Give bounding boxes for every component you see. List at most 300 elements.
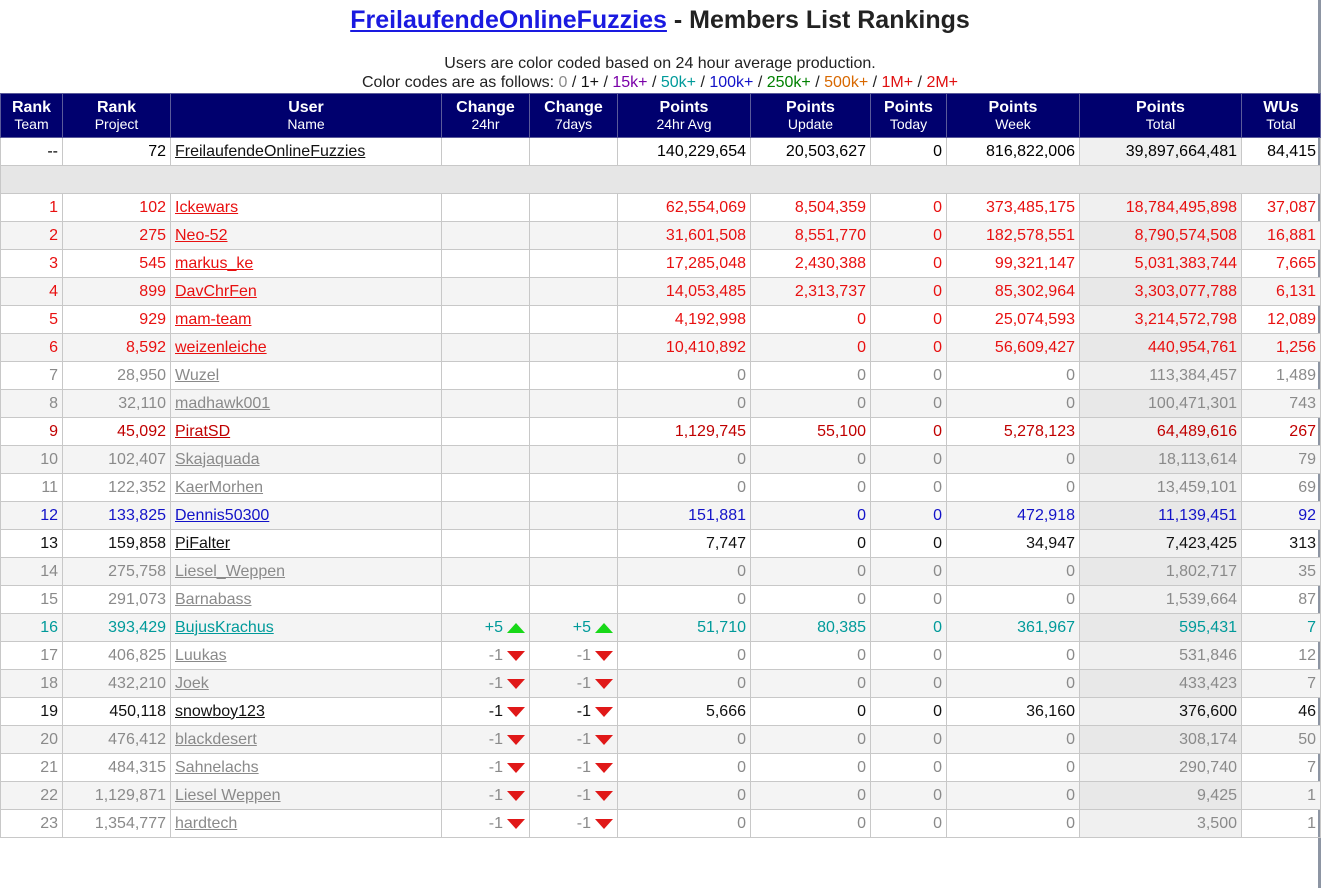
column-header[interactable] [871, 94, 947, 138]
legend-line-2 [0, 73, 1320, 92]
points-update-cell: 0 [751, 502, 871, 530]
legend-separator: / [913, 74, 927, 91]
points-total-cell: 13,459,101 [1080, 474, 1242, 502]
points-24hr-avg-cell: 51,710 [618, 614, 751, 642]
user-link[interactable]: Sahnelachs [175, 758, 259, 776]
legend-separator: / [753, 74, 767, 91]
team-project-rank: 72 [63, 138, 171, 166]
wus-total-cell: 7 [1242, 754, 1321, 782]
points-week-cell: 25,074,593 [947, 306, 1080, 334]
points-total-cell: 8,790,574,508 [1080, 222, 1242, 250]
points-week-cell: 0 [947, 390, 1080, 418]
change-7days-cell: -1 [530, 726, 618, 754]
table-row [1, 362, 1321, 390]
table-row [1, 670, 1321, 698]
team-week: 816,822,006 [947, 138, 1080, 166]
change-7days-cell [530, 586, 618, 614]
wus-total-cell: 92 [1242, 502, 1321, 530]
points-24hr-avg-cell: 0 [618, 362, 751, 390]
user-link[interactable]: hardtech [175, 814, 238, 832]
members-table [0, 93, 1321, 838]
user-link[interactable]: Wuzel [175, 366, 220, 384]
rank-team-cell: 5 [1, 306, 63, 334]
points-total-cell: 9,425 [1080, 782, 1242, 810]
table-row [1, 194, 1321, 222]
points-24hr-avg-cell: 0 [618, 642, 751, 670]
change-24hr-cell: -1 [442, 810, 530, 838]
points-total-cell: 64,489,616 [1080, 418, 1242, 446]
user-name-cell [171, 502, 442, 530]
rank-team-cell: 23 [1, 810, 63, 838]
user-name-cell [171, 698, 442, 726]
points-total-cell: 376,600 [1080, 698, 1242, 726]
legend-separator: / [696, 74, 710, 91]
change-7days-cell [530, 558, 618, 586]
team-update: 20,503,627 [751, 138, 871, 166]
change-7days-cell [530, 502, 618, 530]
user-link[interactable]: madhawk001 [175, 394, 271, 412]
arrow-up-icon [595, 623, 613, 633]
rank-project-cell: 275 [63, 222, 171, 250]
arrow-down-icon [595, 679, 613, 689]
rank-project-cell: 133,825 [63, 502, 171, 530]
column-header-subtitle: 7days [554, 115, 593, 132]
user-name-cell [171, 306, 442, 334]
rank-project-cell: 159,858 [63, 530, 171, 558]
points-today-cell: 0 [871, 558, 947, 586]
user-link[interactable]: KaerMorhen [175, 478, 264, 496]
change-24hr-cell: -1 [442, 698, 530, 726]
rank-team-cell: 10 [1, 446, 63, 474]
rank-team-cell: 20 [1, 726, 63, 754]
column-header-title: Points [988, 98, 1038, 116]
change-24hr-cell [442, 390, 530, 418]
team-wus: 84,415 [1242, 138, 1321, 166]
legend-code: 50k+ [660, 74, 696, 91]
points-total-cell: 7,423,425 [1080, 530, 1242, 558]
rank-team-cell: 2 [1, 222, 63, 250]
points-today-cell: 0 [871, 586, 947, 614]
points-24hr-avg-cell: 5,666 [618, 698, 751, 726]
arrow-down-icon [507, 791, 525, 801]
table-row [1, 586, 1321, 614]
points-week-cell: 5,278,123 [947, 418, 1080, 446]
change-24hr-cell: +5 [442, 614, 530, 642]
user-link[interactable]: Liesel Weppen [175, 786, 281, 804]
points-total-cell: 290,740 [1080, 754, 1242, 782]
table-row [1, 250, 1321, 278]
wus-total-cell: 267 [1242, 418, 1321, 446]
legend-separator: / [810, 74, 825, 91]
points-24hr-avg-cell: 14,053,485 [618, 278, 751, 306]
column-header-title: Rank [96, 98, 137, 116]
rank-project-cell: 1,354,777 [63, 810, 171, 838]
legend-line-1: Users are color coded based on 24 hour average production. [444, 55, 876, 72]
points-today-cell: 0 [871, 642, 947, 670]
points-update-cell: 55,100 [751, 418, 871, 446]
change-7days-cell [530, 306, 618, 334]
rank-team-cell: 9 [1, 418, 63, 446]
points-update-cell: 0 [751, 334, 871, 362]
user-link[interactable]: PiFalter [175, 534, 231, 552]
points-week-cell: 0 [947, 782, 1080, 810]
arrow-down-icon [507, 651, 525, 661]
points-update-cell: 0 [751, 306, 871, 334]
change-24hr-cell [442, 502, 530, 530]
points-update-cell: 0 [751, 362, 871, 390]
wus-total-cell: 7 [1242, 614, 1321, 642]
wus-total-cell: 7,665 [1242, 250, 1321, 278]
rank-team-cell: 8 [1, 390, 63, 418]
user-name-cell [171, 446, 442, 474]
user-name-cell [171, 362, 442, 390]
points-week-cell: 0 [947, 474, 1080, 502]
column-header-title: Points [786, 98, 835, 116]
points-week-cell: 0 [947, 362, 1080, 390]
legend-code: 0 [558, 74, 568, 91]
points-24hr-avg-cell: 0 [618, 670, 751, 698]
change-24hr-cell [442, 530, 530, 558]
points-today-cell: 0 [871, 362, 947, 390]
points-total-cell: 100,471,301 [1080, 390, 1242, 418]
points-week-cell: 182,578,551 [947, 222, 1080, 250]
spacer-row [1, 166, 1321, 194]
change-7days-cell [530, 250, 618, 278]
change-7days-cell [530, 418, 618, 446]
points-24hr-avg-cell: 62,554,069 [618, 194, 751, 222]
points-week-cell: 0 [947, 642, 1080, 670]
user-link[interactable]: blackdesert [175, 730, 257, 748]
points-24hr-avg-cell: 0 [618, 810, 751, 838]
points-week-cell: 0 [947, 810, 1080, 838]
wus-total-cell: 1,256 [1242, 334, 1321, 362]
team-name-row-link[interactable]: FreilaufendeOnlineFuzzies [175, 142, 366, 160]
wus-total-cell: 87 [1242, 586, 1321, 614]
user-link[interactable]: Luukas [175, 646, 227, 664]
column-header-title: Rank [11, 98, 52, 116]
rank-project-cell: 406,825 [63, 642, 171, 670]
points-week-cell: 0 [947, 754, 1080, 782]
wus-total-cell: 35 [1242, 558, 1321, 586]
points-update-cell: 2,430,388 [751, 250, 871, 278]
table-row [1, 530, 1321, 558]
points-week-cell: 85,302,964 [947, 278, 1080, 306]
legend-code: 1M+ [881, 74, 914, 91]
user-link[interactable]: Barnabass [175, 590, 252, 608]
column-header[interactable] [618, 94, 751, 138]
points-today-cell: 0 [871, 670, 947, 698]
points-update-cell: 0 [751, 390, 871, 418]
rank-project-cell: 450,118 [63, 698, 171, 726]
legend-code: 100k+ [709, 74, 754, 91]
points-today-cell: 0 [871, 726, 947, 754]
points-week-cell: 0 [947, 586, 1080, 614]
rank-project-cell: 122,352 [63, 474, 171, 502]
user-name-cell [171, 334, 442, 362]
user-link[interactable]: snowboy123 [175, 702, 265, 720]
user-link[interactable]: weizenleiche [175, 338, 267, 356]
user-link[interactable]: Joek [175, 674, 209, 692]
wus-total-cell: 7 [1242, 670, 1321, 698]
wus-total-cell: 37,087 [1242, 194, 1321, 222]
change-7days-cell [530, 278, 618, 306]
rank-team-cell: 18 [1, 670, 63, 698]
arrow-down-icon [595, 791, 613, 801]
points-24hr-avg-cell: 0 [618, 474, 751, 502]
rank-project-cell: 32,110 [63, 390, 171, 418]
rank-project-cell: 1,129,871 [63, 782, 171, 810]
change-24hr-cell [442, 306, 530, 334]
table-row [1, 390, 1321, 418]
rank-project-cell: 28,950 [63, 362, 171, 390]
user-link[interactable]: Liesel_Weppen [175, 562, 286, 580]
points-week-cell: 361,967 [947, 614, 1080, 642]
change-24hr-cell [442, 418, 530, 446]
user-link[interactable]: BujusKrachus [175, 618, 274, 636]
change-7days-cell [530, 390, 618, 418]
points-total-cell: 3,500 [1080, 810, 1242, 838]
wus-total-cell: 69 [1242, 474, 1321, 502]
table-header [1, 94, 1321, 138]
page-title-suffix: - Members List Rankings [666, 6, 970, 34]
points-24hr-avg-cell: 7,747 [618, 530, 751, 558]
column-header-subtitle: Week [995, 115, 1031, 132]
points-24hr-avg-cell: 10,410,892 [618, 334, 751, 362]
user-link[interactable]: PiratSD [175, 422, 231, 440]
table-row [1, 222, 1321, 250]
change-24hr-cell: -1 [442, 642, 530, 670]
points-total-cell: 440,954,761 [1080, 334, 1242, 362]
team-avg24: 140,229,654 [618, 138, 751, 166]
wus-total-cell: 743 [1242, 390, 1321, 418]
table-row [1, 810, 1321, 838]
user-name-cell [171, 558, 442, 586]
points-today-cell: 0 [871, 474, 947, 502]
rank-project-cell: 929 [63, 306, 171, 334]
table-row [1, 446, 1321, 474]
change-24hr-cell [442, 194, 530, 222]
user-link[interactable]: Neo-52 [175, 226, 228, 244]
change-7days-cell [530, 446, 618, 474]
column-header-title: Points [1136, 98, 1185, 116]
rank-project-cell: 45,092 [63, 418, 171, 446]
rank-team-cell: 17 [1, 642, 63, 670]
change-24hr-cell: -1 [442, 782, 530, 810]
points-update-cell: 0 [751, 530, 871, 558]
table-row [1, 642, 1321, 670]
rank-team-cell: 21 [1, 754, 63, 782]
points-total-cell: 11,139,451 [1080, 502, 1242, 530]
change-24hr-cell [442, 250, 530, 278]
team-name-link[interactable]: FreilaufendeOnlineFuzzies [350, 6, 667, 34]
user-name-cell [171, 670, 442, 698]
rank-team-cell: 1 [1, 194, 63, 222]
column-header-title: Points [659, 98, 709, 116]
team-total: 39,897,664,481 [1080, 138, 1242, 166]
column-header-subtitle: Today [889, 115, 928, 132]
change-24hr-cell: -1 [442, 726, 530, 754]
team-summary-row [1, 138, 1321, 166]
table-row [1, 334, 1321, 362]
points-update-cell: 0 [751, 586, 871, 614]
user-name-cell [171, 222, 442, 250]
color-legend [0, 54, 1320, 92]
arrow-down-icon [507, 707, 525, 717]
points-total-cell: 1,802,717 [1080, 558, 1242, 586]
points-total-cell: 531,846 [1080, 642, 1242, 670]
user-name-cell [171, 586, 442, 614]
legend-code: 500k+ [824, 74, 869, 91]
arrow-down-icon [507, 735, 525, 745]
legend-code: 1+ [580, 74, 600, 91]
column-header[interactable] [442, 94, 530, 138]
arrow-up-icon [507, 623, 525, 633]
column-header[interactable] [1, 94, 63, 138]
change-24hr-cell: -1 [442, 754, 530, 782]
table-row [1, 418, 1321, 446]
column-header-subtitle: Team [14, 115, 49, 132]
rank-team-cell: 22 [1, 782, 63, 810]
change-24hr-cell [442, 446, 530, 474]
table-row [1, 698, 1321, 726]
points-update-cell: 8,551,770 [751, 222, 871, 250]
column-header-subtitle: Total [1145, 115, 1176, 132]
rank-team-cell: 19 [1, 698, 63, 726]
legend-code: 2M+ [926, 74, 959, 91]
column-header-subtitle: 24hr Avg [656, 115, 712, 132]
change-7days-cell: +5 [530, 614, 618, 642]
table-row [1, 474, 1321, 502]
points-update-cell: 0 [751, 810, 871, 838]
wus-total-cell: 12 [1242, 642, 1321, 670]
wus-total-cell: 46 [1242, 698, 1321, 726]
change-7days-cell: -1 [530, 754, 618, 782]
wus-total-cell: 1 [1242, 782, 1321, 810]
points-week-cell: 99,321,147 [947, 250, 1080, 278]
legend-separator: / [567, 74, 581, 91]
legend-separator: / [599, 74, 613, 91]
points-24hr-avg-cell: 4,192,998 [618, 306, 751, 334]
rank-project-cell: 476,412 [63, 726, 171, 754]
rank-team-cell: 3 [1, 250, 63, 278]
table-row [1, 782, 1321, 810]
user-link[interactable]: mam-team [175, 310, 252, 328]
wus-total-cell: 12,089 [1242, 306, 1321, 334]
points-total-cell: 18,784,495,898 [1080, 194, 1242, 222]
points-update-cell: 0 [751, 474, 871, 502]
arrow-down-icon [595, 735, 613, 745]
points-today-cell: 0 [871, 222, 947, 250]
change-7days-cell [530, 222, 618, 250]
user-name-cell [171, 754, 442, 782]
points-today-cell: 0 [871, 782, 947, 810]
points-total-cell: 308,174 [1080, 726, 1242, 754]
rank-team-cell: 13 [1, 530, 63, 558]
column-header[interactable] [751, 94, 871, 138]
arrow-down-icon [595, 707, 613, 717]
points-24hr-avg-cell: 1,129,745 [618, 418, 751, 446]
points-24hr-avg-cell: 151,881 [618, 502, 751, 530]
arrow-down-icon [595, 819, 613, 829]
rank-team-cell: 14 [1, 558, 63, 586]
wus-total-cell: 1,489 [1242, 362, 1321, 390]
points-today-cell: 0 [871, 390, 947, 418]
change-24hr-cell: -1 [442, 670, 530, 698]
user-link[interactable]: Ickewars [175, 198, 239, 216]
change-24hr-cell [442, 362, 530, 390]
points-24hr-avg-cell: 0 [618, 390, 751, 418]
rank-team-cell: 6 [1, 334, 63, 362]
points-today-cell: 0 [871, 334, 947, 362]
table-row [1, 306, 1321, 334]
team-today: 0 [871, 138, 947, 166]
rank-project-cell: 484,315 [63, 754, 171, 782]
points-update-cell: 80,385 [751, 614, 871, 642]
user-link[interactable]: Skajaquada [175, 450, 260, 468]
points-update-cell: 0 [751, 754, 871, 782]
change-7days-cell: -1 [530, 642, 618, 670]
points-total-cell: 3,303,077,788 [1080, 278, 1242, 306]
column-header-title: Points [884, 98, 933, 116]
change-24hr-cell [442, 278, 530, 306]
change-7days-cell: -1 [530, 782, 618, 810]
user-name-cell [171, 474, 442, 502]
user-name-cell [171, 530, 442, 558]
user-name-cell [171, 782, 442, 810]
points-total-cell: 5,031,383,744 [1080, 250, 1242, 278]
points-update-cell: 0 [751, 670, 871, 698]
user-name-cell [171, 614, 442, 642]
arrow-down-icon [595, 763, 613, 773]
user-link[interactable]: markus_ke [175, 254, 254, 272]
points-week-cell: 0 [947, 446, 1080, 474]
table-row [1, 558, 1321, 586]
user-name-cell [171, 250, 442, 278]
legend-separator: / [647, 74, 661, 91]
points-week-cell: 373,485,175 [947, 194, 1080, 222]
change-24hr-cell [442, 334, 530, 362]
arrow-down-icon [507, 763, 525, 773]
points-today-cell: 0 [871, 810, 947, 838]
user-link[interactable]: DavChrFen [175, 282, 257, 300]
points-today-cell: 0 [871, 698, 947, 726]
column-header[interactable] [947, 94, 1080, 138]
column-header[interactable] [530, 94, 618, 138]
rank-project-cell: 8,592 [63, 334, 171, 362]
column-header[interactable] [1080, 94, 1242, 138]
points-total-cell: 433,423 [1080, 670, 1242, 698]
wus-total-cell: 313 [1242, 530, 1321, 558]
points-24hr-avg-cell: 0 [618, 782, 751, 810]
change-7days-cell [530, 362, 618, 390]
points-24hr-avg-cell: 0 [618, 558, 751, 586]
column-header-title: Change [544, 98, 603, 116]
column-header-title: User [288, 98, 324, 116]
change-7days-cell [530, 474, 618, 502]
column-header[interactable] [1242, 94, 1321, 138]
points-total-cell: 18,113,614 [1080, 446, 1242, 474]
points-today-cell: 0 [871, 446, 947, 474]
user-link[interactable]: Dennis50300 [175, 506, 270, 524]
legend-code: 250k+ [766, 74, 811, 91]
rank-project-cell: 899 [63, 278, 171, 306]
column-header[interactable] [63, 94, 171, 138]
user-name-cell [171, 278, 442, 306]
rank-project-cell: 291,073 [63, 586, 171, 614]
wus-total-cell: 6,131 [1242, 278, 1321, 306]
column-header[interactable] [171, 94, 442, 138]
change-7days-cell: -1 [530, 810, 618, 838]
